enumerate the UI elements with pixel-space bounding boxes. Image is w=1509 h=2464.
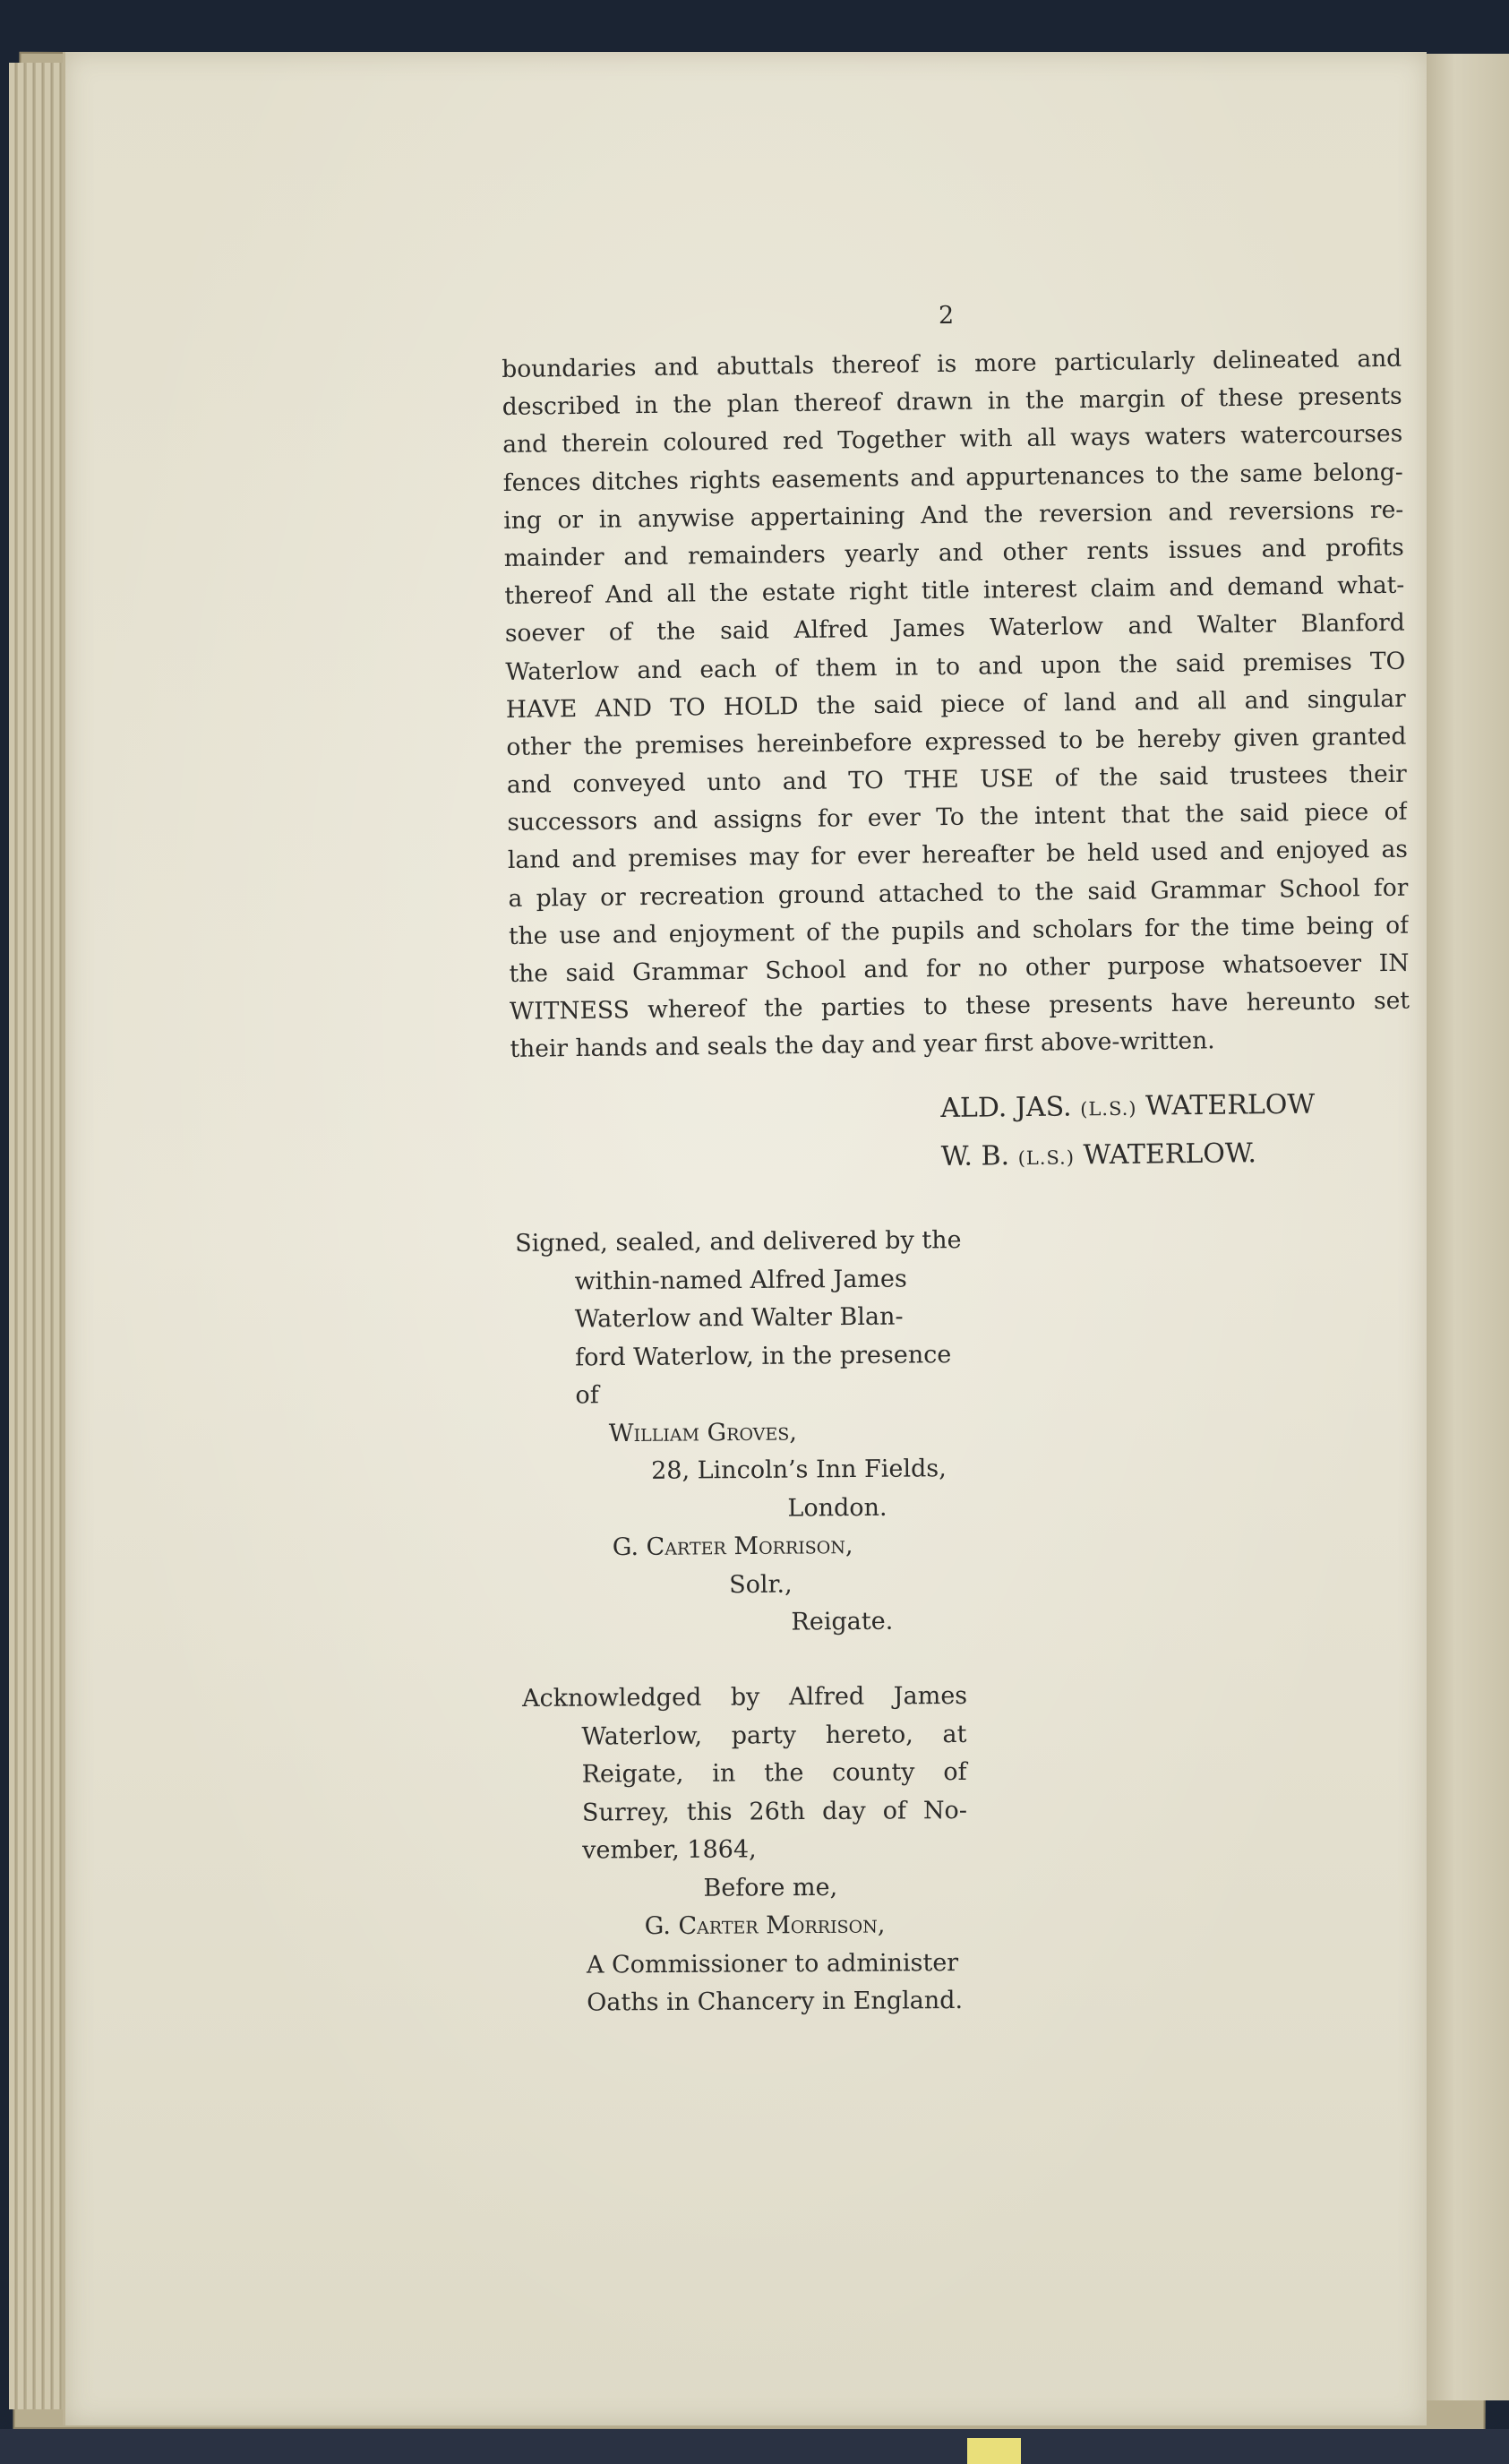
body-line: HAVE AND TO HOLD the said piece of land and all and singular (505, 684, 1407, 724)
binding-bottom (0, 2429, 1509, 2464)
commissioner-jurisdiction: Oaths in Chancery in England. (587, 1987, 964, 2017)
signature-1-surname: WATERLOW (1145, 1088, 1316, 1122)
acknowledgment-line: Waterlow, party hereto, at (581, 1720, 967, 1751)
witness-1-name: William Groves, (608, 1418, 798, 1447)
commissioner-title: A Commissioner to administer (586, 1948, 959, 1979)
signature-1-seal: (L.S.) (1080, 1097, 1137, 1120)
acknowledgment-line: Reigate, in the county of (581, 1757, 967, 1789)
signature-2 (941, 1130, 1316, 1182)
signature-1 (940, 1082, 1316, 1134)
attestation-clause (515, 1222, 966, 1644)
witness-1-city: London. (787, 1493, 887, 1523)
body-line: other the premises hereinbefore expressed to be hereby given granted (506, 722, 1407, 761)
signature-2-surname: WATERLOW. (1083, 1138, 1257, 1172)
body-line: a play or recreation ground attached to the said Grammar School for (508, 873, 1409, 913)
acknowledgment (522, 1678, 972, 2023)
witness-1-address: 28, Lincoln’s Inn Fields, (651, 1455, 947, 1485)
attestation-line: within-named Alfred James (574, 1265, 907, 1295)
body-line: mainder and remainders yearly and other rents issues and profits (503, 533, 1404, 572)
right-page-edge (1419, 54, 1509, 2400)
body-line: and therein coloured red Together with all ways waters watercourses (502, 420, 1403, 459)
body-line: thereof And all the estate right title interest claim and demand what- (504, 571, 1405, 611)
body-line: WITNESS whereof the parties to these presents have hereunto set (509, 986, 1410, 1026)
acknowledgment-before: Before me, (703, 1873, 838, 1902)
witness-2-name: G. Carter Morrison, (612, 1532, 853, 1562)
body-line: described in the plan thereof drawn in the margin of these presents (502, 382, 1402, 422)
paper-tab (967, 2438, 1021, 2464)
deed-body (502, 340, 1410, 1069)
body-line: fences ditches rights easements and appurtenances to the same belong- (502, 458, 1403, 497)
attestation-line: Waterlow and Walter Blan- (574, 1302, 904, 1334)
body-line: soever of the said Alfred James Waterlow and Walter Blanford (504, 609, 1405, 648)
attestation-line: ford Waterlow, in the presence (575, 1340, 952, 1371)
commissioner-name: G. Carter Morrison, (644, 1910, 886, 1941)
acknowledgment-line: vember, 1864, (582, 1835, 757, 1865)
acknowledgment-line: Acknowledged by Alfred James (522, 1681, 968, 1713)
signature-2-name: W. B. (940, 1140, 1010, 1172)
page-number: 2 (939, 302, 955, 330)
witness-2-title: Solr., (729, 1570, 793, 1599)
signature-2-seal: (L.S.) (1017, 1146, 1076, 1170)
body-line: the use and enjoyment of the pupils and scholars for the time being of (508, 911, 1410, 950)
body-line: boundaries and abuttals thereof is more particularly delineated and (502, 344, 1402, 383)
body-line: Waterlow and each of them in to and upon the said premises TO (505, 647, 1406, 686)
attestation-line: Signed, sealed, and delivered by the (515, 1226, 962, 1258)
body-line: successors and assigns for ever To the intent that the said piece of (507, 797, 1408, 837)
witness-2-city: Reigate. (791, 1607, 894, 1636)
attestation-line: of (575, 1381, 599, 1410)
body-line: land and premises may for ever hereafter be held used and enjoyed as (507, 836, 1409, 875)
body-line: and conveyed unto and TO THE USE of the said trustees their (506, 760, 1408, 800)
body-line: their hands and seals the day and year first above-written. (510, 1026, 1215, 1064)
signature-1-name: ALD. JAS. (940, 1091, 1072, 1124)
body-line: the said Grammar School and for no other purpose whatsoever IN (509, 949, 1410, 988)
acknowledgment-line: Surrey, this 26th day of No- (581, 1796, 967, 1827)
signatures (940, 1082, 1316, 1182)
body-line: ing or in anywise appertaining And the reversion and reversions re- (503, 495, 1404, 535)
